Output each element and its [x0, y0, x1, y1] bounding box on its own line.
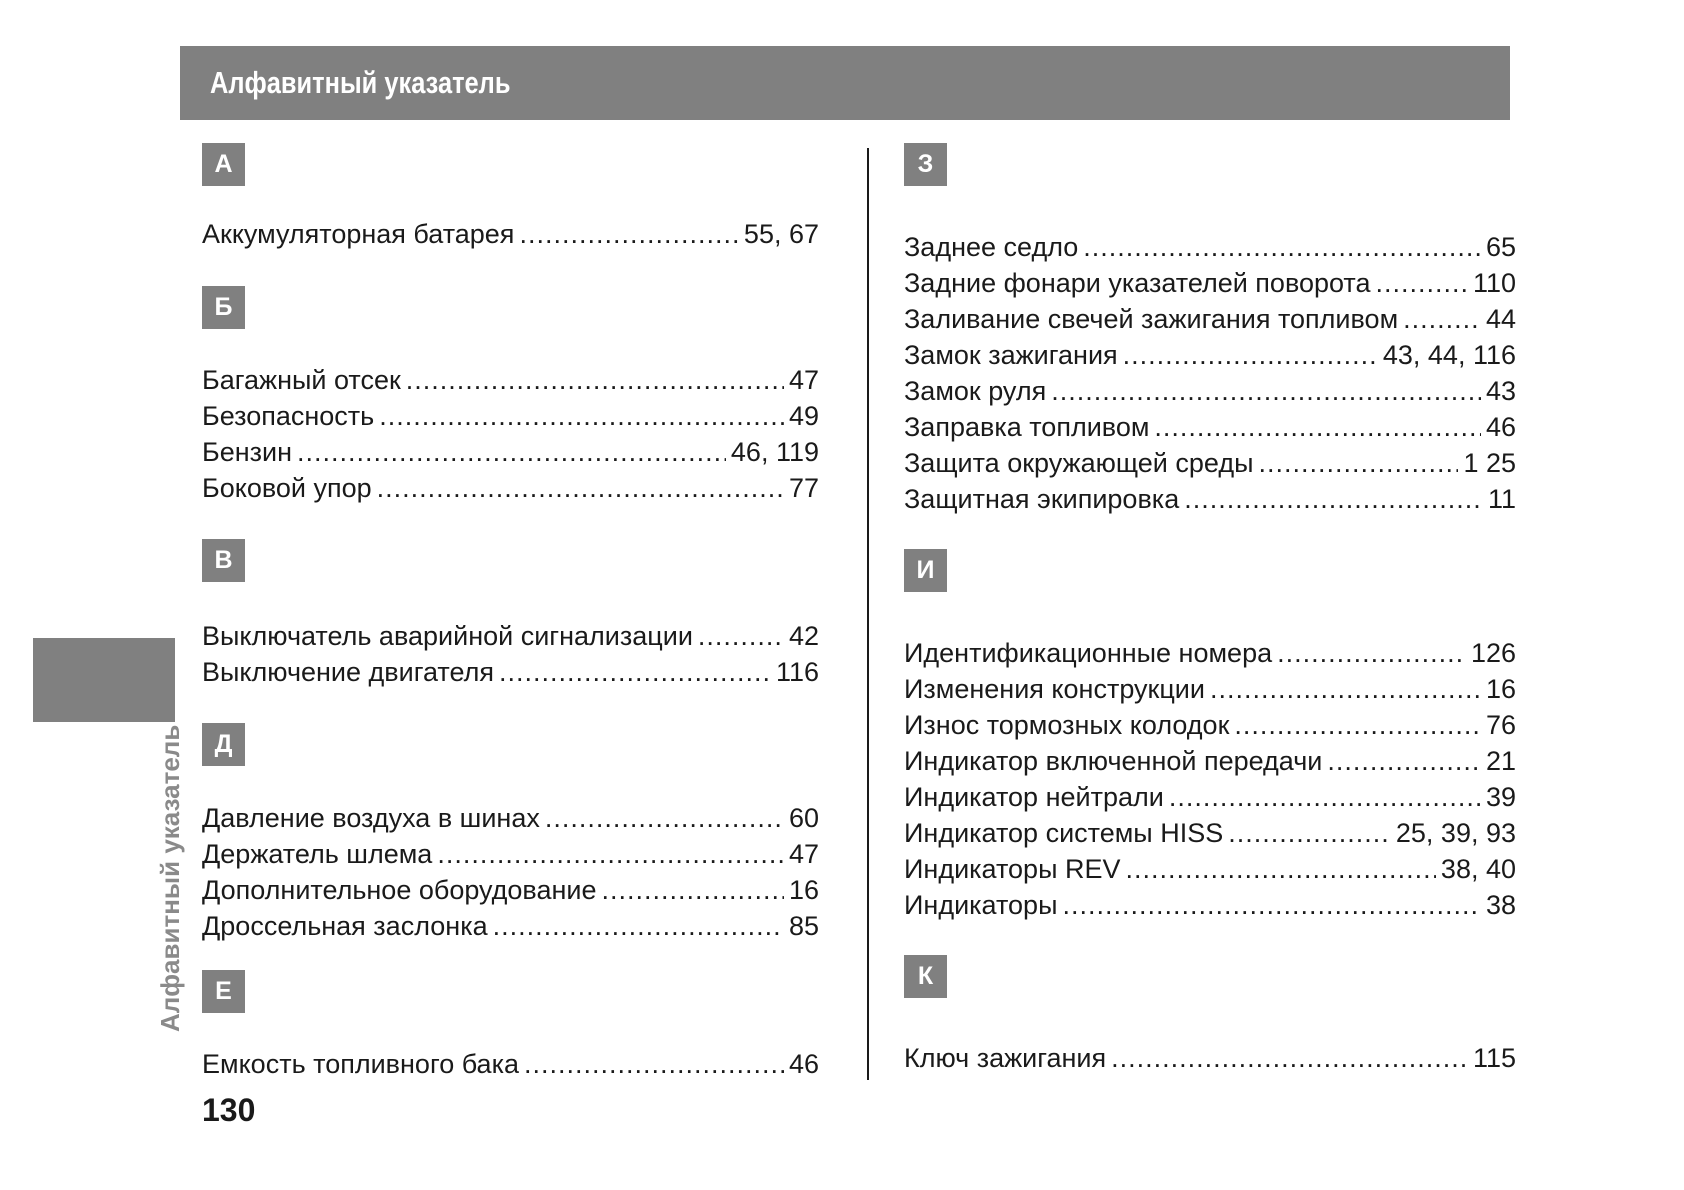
entry-term: Заднее седло [904, 232, 1079, 262]
dot-leader [377, 470, 784, 506]
dot-leader [524, 1046, 784, 1082]
entry-pages: 21 [1485, 746, 1516, 776]
dot-leader [1123, 337, 1378, 373]
dot-leader [406, 362, 784, 398]
dot-leader [297, 434, 726, 470]
index-entry [202, 654, 819, 690]
dot-leader [1051, 373, 1481, 409]
entry-pages: 11 [1487, 484, 1516, 514]
dot-leader [379, 398, 784, 434]
entry-term: Выключение двигателя [202, 657, 494, 687]
entry-pages: 43, 44, 116 [1382, 340, 1516, 370]
dot-leader [1376, 265, 1468, 301]
dot-leader [1327, 743, 1481, 779]
column-divider [867, 148, 869, 1080]
entry-pages: 65 [1485, 232, 1516, 262]
entry-pages: 126 [1470, 638, 1516, 668]
entry-term: Заливание свечей зажигания топливом [904, 304, 1399, 334]
index-entry [202, 398, 819, 434]
index-entry [202, 618, 819, 654]
dot-leader [1062, 887, 1480, 923]
entry-pages: 110 [1472, 268, 1516, 298]
entry-term: Износ тормозных колодок [904, 710, 1230, 740]
entry-pages: 85 [788, 911, 819, 941]
dot-leader [1258, 445, 1458, 481]
index-entry [202, 216, 819, 252]
index-entry [904, 373, 1516, 409]
entry-term: Замок руля [904, 376, 1047, 406]
index-entry [904, 337, 1516, 373]
entry-pages: 39 [1485, 782, 1516, 812]
entry-term: Защита окружающей среды [904, 448, 1254, 478]
dot-leader [1154, 409, 1481, 445]
entry-pages: 16 [1485, 674, 1516, 704]
index-entry [202, 434, 819, 470]
entry-pages: 38 [1485, 890, 1516, 920]
dot-leader [499, 654, 771, 690]
index-entry [904, 229, 1516, 265]
letter-badge-d: Д [202, 723, 245, 766]
dot-leader [519, 216, 738, 252]
entry-pages: 16 [788, 875, 819, 905]
dot-leader [545, 800, 784, 836]
entry-pages: 25, 39, 93 [1395, 818, 1516, 848]
letter-badge-i: И [904, 549, 947, 592]
entry-term: Боковой упор [202, 473, 372, 503]
side-tab-label: Алфавитный указатель [155, 724, 185, 1032]
dot-leader [1403, 301, 1481, 337]
entry-term: Багажный отсек [202, 365, 401, 395]
dot-leader [1228, 815, 1391, 851]
entry-pages: 47 [788, 365, 819, 395]
entry-pages: 38, 40 [1440, 854, 1516, 884]
entry-pages: 55, 67 [743, 219, 819, 249]
entry-term: Заправка топливом [904, 412, 1150, 442]
entry-pages: 46 [1485, 412, 1516, 442]
entry-term: Бензин [202, 437, 293, 467]
dot-leader [1111, 1040, 1468, 1076]
entry-pages: 46, 119 [730, 437, 819, 467]
index-entry [904, 265, 1516, 301]
dot-leader [698, 618, 784, 654]
dot-leader [1083, 229, 1481, 265]
dot-leader [1184, 481, 1483, 517]
entry-pages: 43 [1485, 376, 1516, 406]
entry-pages: 60 [788, 803, 819, 833]
entry-term: Задние фонари указателей поворота [904, 268, 1371, 298]
index-entry [202, 362, 819, 398]
entry-pages: 116 [775, 657, 819, 687]
index-entry [904, 779, 1516, 815]
index-entry [904, 409, 1516, 445]
dot-leader [493, 908, 784, 944]
entry-pages: 76 [1485, 710, 1516, 740]
entry-term: Защитная экипировка [904, 484, 1180, 514]
entry-term: Безопасность [202, 401, 375, 431]
entry-pages: 42 [788, 621, 819, 651]
index-entry [904, 887, 1516, 923]
entry-term: Емкость топливного бака [202, 1049, 519, 1079]
dot-leader [1277, 635, 1466, 671]
index-entry [904, 301, 1516, 337]
entry-pages: 47 [788, 839, 819, 869]
index-entry [202, 908, 819, 944]
entry-term: Индикатор включенной передачи [904, 746, 1323, 776]
letter-badge-b: Б [202, 286, 245, 329]
entry-pages: 49 [788, 401, 819, 431]
index-entry [904, 1040, 1516, 1076]
entry-term: Ключ зажигания [904, 1043, 1107, 1073]
entry-term: Давление воздуха в шинах [202, 803, 540, 833]
entry-term: Выключатель аварийной сигнализации [202, 621, 693, 651]
entry-pages: 1 25 [1463, 448, 1516, 478]
index-entry [904, 481, 1516, 517]
index-entry [202, 800, 819, 836]
index-entry [904, 851, 1516, 887]
index-entry [904, 671, 1516, 707]
entry-term: Индикатор системы HISS [904, 818, 1224, 848]
index-entry [202, 836, 819, 872]
index-entry [904, 743, 1516, 779]
dot-leader [1210, 671, 1481, 707]
entry-term: Индикаторы REV [904, 854, 1121, 884]
index-entry [904, 815, 1516, 851]
entry-pages: 44 [1485, 304, 1516, 334]
dot-leader [1169, 779, 1481, 815]
entry-term: Замок зажигания [904, 340, 1118, 370]
index-entry [904, 707, 1516, 743]
entry-term: Держатель шлема [202, 839, 433, 869]
letter-badge-v: В [202, 539, 245, 582]
entry-term: Дополнительное оборудование [202, 875, 597, 905]
entry-pages: 115 [1472, 1043, 1516, 1073]
letter-badge-e: Е [202, 970, 245, 1013]
entry-term: Идентификационные номера [904, 638, 1273, 668]
side-tab [33, 638, 175, 722]
index-entry [202, 1046, 819, 1082]
letter-badge-z: З [904, 143, 947, 186]
entry-term: Индикатор нейтрали [904, 782, 1164, 812]
entry-term: Индикаторы [904, 890, 1058, 920]
index-entry [202, 872, 819, 908]
dot-leader [602, 872, 784, 908]
entry-term: Дроссельная заслонка [202, 911, 488, 941]
page-title: Алфавитный указатель [210, 65, 511, 100]
header-bar [180, 46, 1510, 120]
entry-pages: 77 [788, 473, 819, 503]
dot-leader [437, 836, 784, 872]
letter-badge-a: А [202, 143, 245, 186]
dot-leader [1126, 851, 1436, 887]
entry-term: Изменения конструкции [904, 674, 1205, 704]
entry-term: Аккумуляторная батарея [202, 219, 515, 249]
dot-leader [1234, 707, 1481, 743]
page-number: 130 [202, 1092, 256, 1128]
index-entry [904, 635, 1516, 671]
entry-pages: 46 [788, 1049, 819, 1079]
index-entry [202, 470, 819, 506]
letter-badge-k: К [904, 955, 947, 998]
index-entry [904, 445, 1516, 481]
